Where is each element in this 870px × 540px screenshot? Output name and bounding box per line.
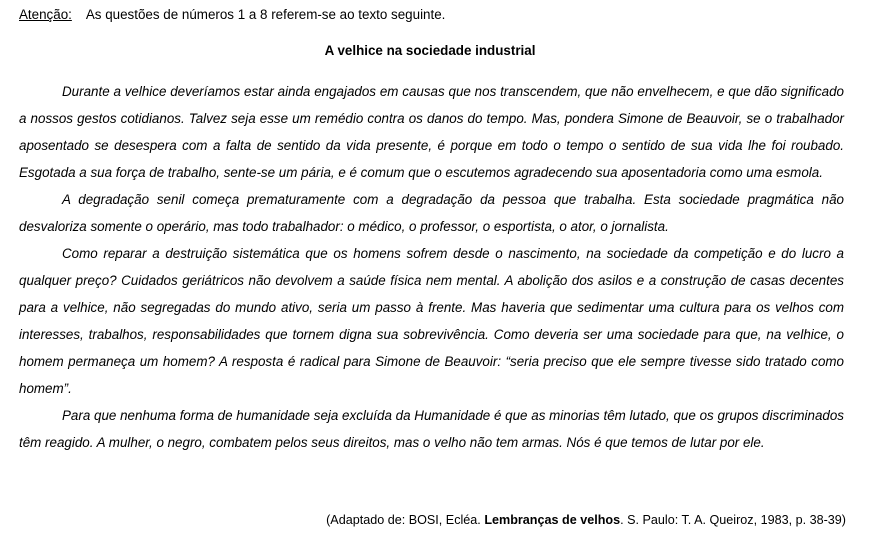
citation [326,512,846,528]
paragraph-3: Como reparar a destruição sistemática que os homens sofrem desde o nascimento, na sociedade da competição e do lucro a qualquer preço? Cuidados geriátricos não devolvem a saúde física nem mental. A abolição dos asilos e a construção de casas decentes para a velhice, não segregadas do mundo ativo, seria um passo à frente. Mas haveria que sedimentar uma cultura para os velhos com interesses, trabalhos, responsabilidades que tornem digna sua sobrevivência. Como deveria ser uma sociedade para que, na velhice, o homem permaneça um homem? A resposta é radical para Simone de Beauvoir: “seria preciso que ele sempre tivesse sido tratado como homem”. [19,246,844,396]
attention-text: As questões de números 1 a 8 referem-se ao texto seguinte. [85,7,446,22]
attention-notice [19,6,445,24]
citation-prefix: (Adaptado de: BOSI, Ecléa. [326,513,481,527]
paragraph-2: A degradação senil começa prematuramente com a degradação da pessoa que trabalha. Esta sociedade pragmática não desvaloriza somente o operário, mas todo trabalhador: o médico, o professor, o esportista, o ator, o jornalista. [19,192,844,234]
paragraph-4: Para que nenhuma forma de humanidade seja excluída da Humanidade é que as minorias têm lutado, que os grupos discriminados têm reagido. A mulher, o negro, combatem pelos seus direitos, mas o velho não tem armas. Nós é que temos de lutar por ele. [19,408,844,450]
citation-suffix: . S. Paulo: T. A. Queiroz, 1983, p. 38-39) [620,513,846,527]
text-title: A velhice na sociedade industrial [324,43,536,58]
text-body [19,78,844,456]
attention-label: Atenção: [19,7,72,22]
citation-book-title: Lembranças de velhos [484,513,621,527]
paragraph-1: Durante a velhice deveríamos estar ainda engajados em causas que nos transcendem, que não envelhecem, e que dão significado a nossos gestos cotidianos. Talvez seja esse um remédio contra os danos do tempo. Mas, pondera Simone de Beauvoir, se o trabalhador aposentado se desespera com a falta de sentido da vida presente, é porque em todo o tempo o sentido de sua vida lhe foi roubado. Esgotada a sua força de trabalho, sente-se um pária, e é comum que o escutemos agradecendo sua aposentadoria como uma esmola. [19,84,844,180]
